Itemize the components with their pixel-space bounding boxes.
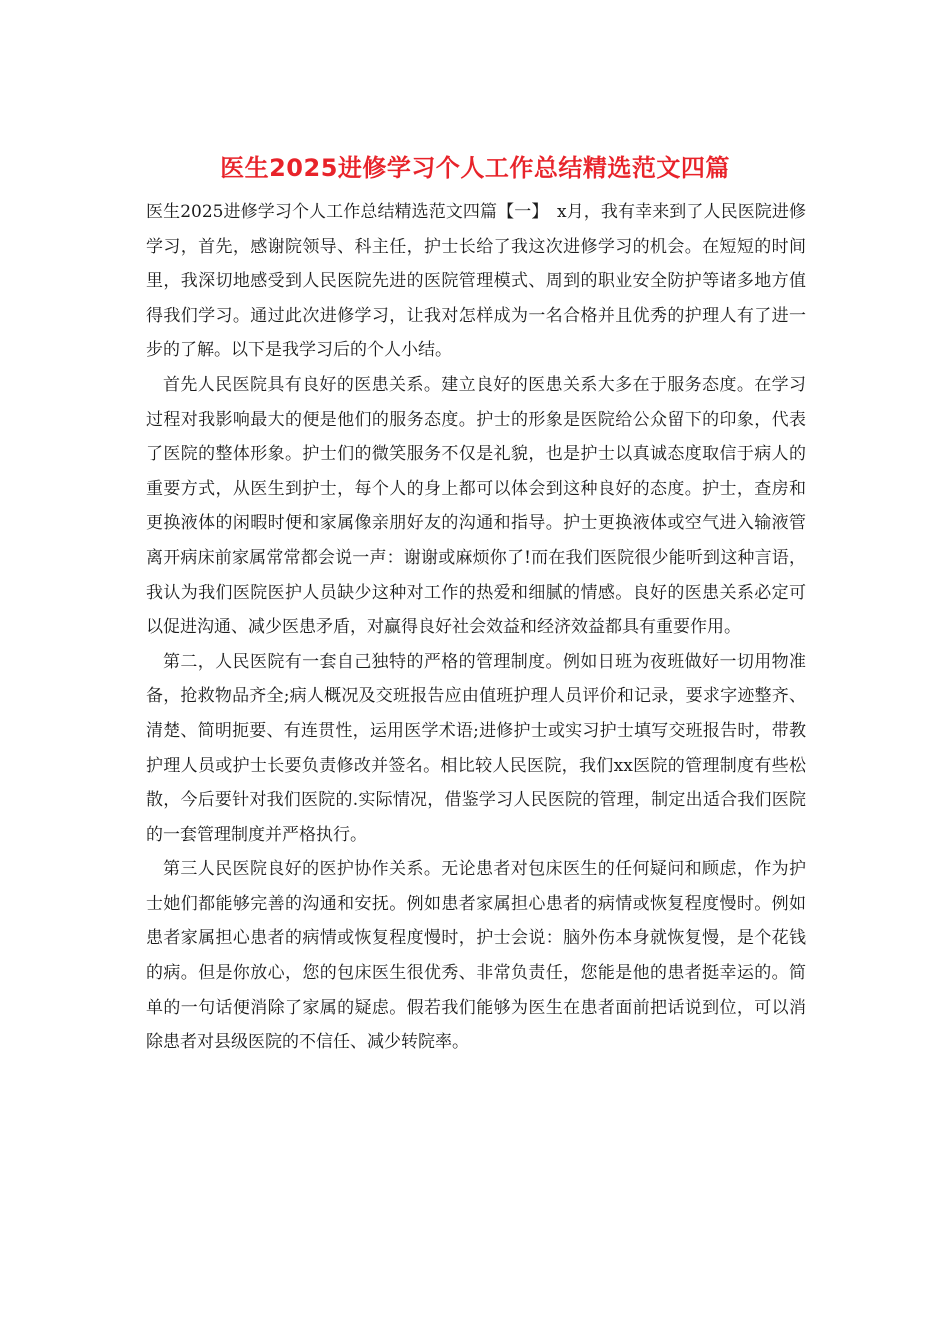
paragraph-intro: 医生2025进修学习个人工作总结精选范文四篇【一】 x月，我有幸来到了人民医院进修学习，首先，感谢院领导、科主任，护士长给了我这次进修学习的机会。在短短的时间里，我深切地感受到人民医院先进的医院管理模式、周到的职业安全防护等诸多地方值得我们学习。通过此次进修学习，让我对怎样成为一名合格并且优秀的护理人有了进一步的了解。以下是我学习后的个人小结。 [146,202,806,361]
document-title: 医生2025进修学习个人工作总结精选范文四篇 [220,154,730,182]
paragraph-medical-cooperation: 第三人民医院良好的医护协作关系。无论患者对包床医生的任何疑问和顾虑，作为护士她们都能够完善的沟通和安抚。例如患者家属担心患者的病情或恢复程度慢时。例如患者家属担心患者的病情或恢复程度慢时，护士会说：脑外伤本身就恢复慢，是个花钱的病。但是你放心，您的包床医生很优秀、非常负责任，您能是他的患者挺幸运的。简单的一句话便消除了家属的疑虑。假若我们能够为医生在患者面前把话说到位，可以消除患者对县级医院的不信任、减少转院率。 [146,859,806,1053]
paragraph-doctor-patient-relationship: 首先人民医院具有良好的医患关系。建立良好的医患关系大多在于服务态度。在学习过程对我影响最大的便是他们的服务态度。护士的形象是医院给公众留下的印象，代表了医院的整体形象。护士们的微笑服务不仅是礼貌，也是护士以真诚态度取信于病人的重要方式，从医生到护士，每个人的身上都可以体会到这种良好的态度。护士，查房和更换液体的闲暇时便和家属像亲朋好友的沟通和指导。护士更换液体或空气进入输液管离开病床前家属常常都会说一声：谢谢或麻烦你了!而在我们医院很少能听到这种言语，我认为我们医院医护人员缺少这种对工作的热爱和细腻的情感。良好的医患关系必定可以促进沟通、减少医患矛盾，对赢得良好社会效益和经济效益都具有重要作用。 [146,374,806,638]
paragraph-management-system: 第二，人民医院有一套自己独特的严格的管理制度。例如日班为夜班做好一切用物准备，抢救物品齐全;病人概况及交班报告应由值班护理人员评价和记录，要求字迹整齐、清楚、简明扼要、有连贯性，运用医学术语;进修护士或实习护士填写交班报告时，带教护理人员或护士长要负责修改并签名。相比较人民医院，我们xx医院的管理制度有些松散，今后要针对我们医院的.实际情况，借鉴学习人民医院的管理，制定出适合我们医院的一套管理制度并严格执行。 [146,651,806,845]
document-body [146,195,806,1060]
